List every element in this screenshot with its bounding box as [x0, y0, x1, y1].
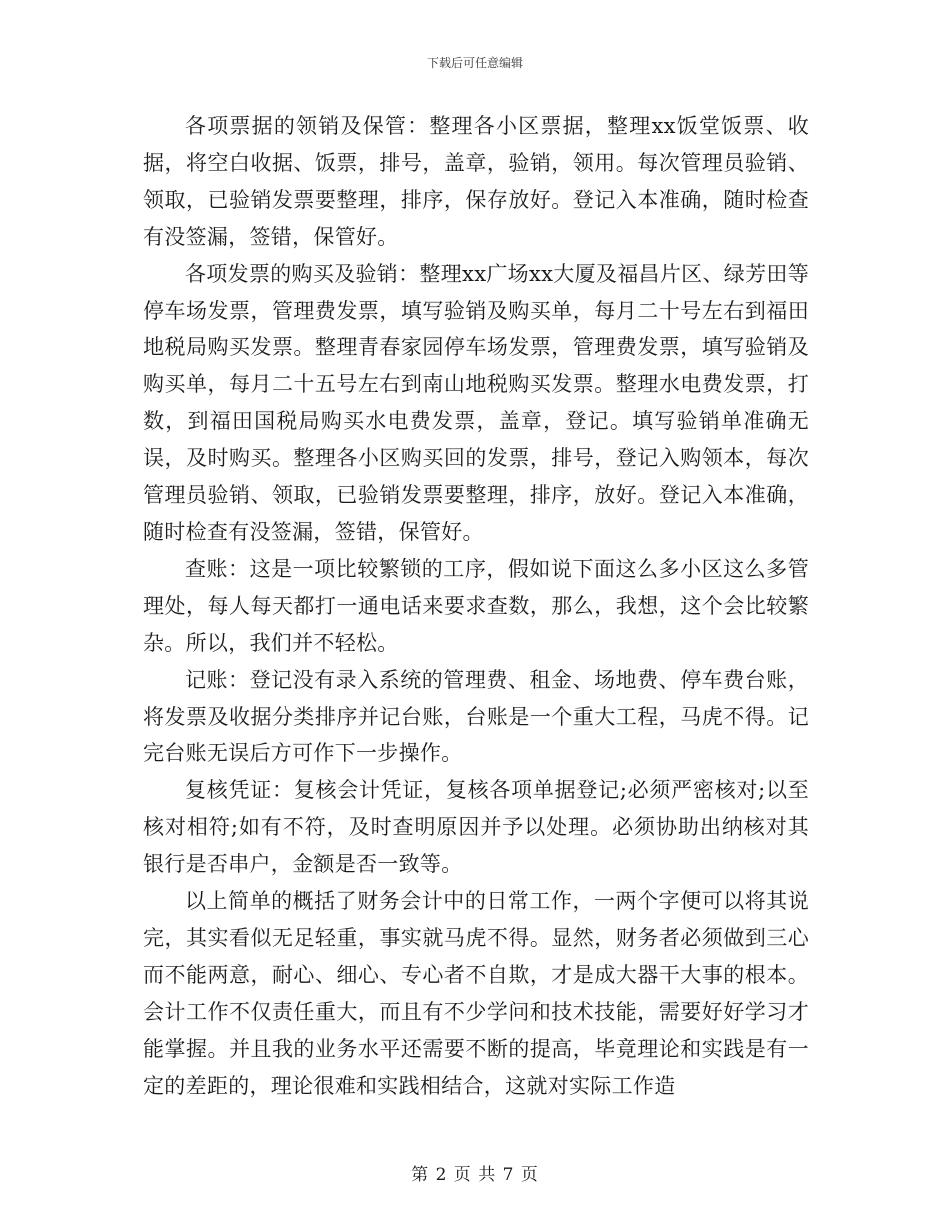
page-number-footer: 第 2 页 共 7 页	[411, 1165, 539, 1185]
paragraph-voucher-review: 复核凭证：复核会计凭证，复核各项单据登记;必须严密核对;以至核对相符;如有不符，及时查明原因并予以处理。必须协助出纳核对其银行是否串户，金额是否一致等。	[143, 778, 809, 877]
page-header-note: 下载后可任意编辑	[426, 56, 523, 70]
paragraph-invoice-purchase: 各项发票的购买及验销：整理xx广场xx大厦及福昌片区、绿芳田等停车场发票，管理费发票，填写验销及购买单，每月二十号左右到福田地税局购买发票。整理青春家园停车场发票，管理费发票，填写验销及购买单，每月二十五号左右到南山地税购买发票。整理水电费发票，打数，到福田国税局购买水电费发票，盖章，登记。填写验销单准确无误，及时购买。整理各小区购买回的发票，排号，登记入购领本，每次管理员验销、领取，已验销发票要整理，排序，放好。登记入本准确，随时检查有没签漏，签错，保管好。	[143, 261, 809, 544]
paragraph-account-checking: 查账：这是一项比较繁锁的工序，假如说下面这么多小区这么多管理处，每人每天都打一通电话来要求查数，那么，我想，这个会比较繁杂。所以，我们并不轻松。	[143, 556, 809, 655]
paragraph-receipt-management: 各项票据的领销及保管：整理各小区票据，整理xx饭堂饭票、收据，将空白收据、饭票，排号，盖章，验销，领用。每次管理员验销、领取，已验销发票要整理，排序，保存放好。登记入本准确，随时检查有没签漏，签错，保管好。	[143, 114, 809, 249]
paragraph-bookkeeping: 记账：登记没有录入系统的管理费、租金、场地费、停车费台账，将发票及收据分类排序并记台账，台账是一个重大工程，马虎不得。记完台账无误后方可作下一步操作。	[143, 667, 809, 766]
paragraph-summary: 以上简单的概括了财务会计中的日常工作，一两个字便可以将其说完，其实看似无足轻重，事实就马虎不得。显然，财务者必须做到三心而不能两意，耐心、细心、专心者不自欺，才是成大器干大事的根本。会计工作不仅责任重大，而且有不少学问和技术技能，需要好好学习才能掌握。并且我的业务水平还需要不断的提高，毕竟理论和实践是有一定的差距的，理论很难和实践相结合，这就对实际工作造	[143, 889, 809, 1098]
document-body	[143, 108, 809, 1104]
